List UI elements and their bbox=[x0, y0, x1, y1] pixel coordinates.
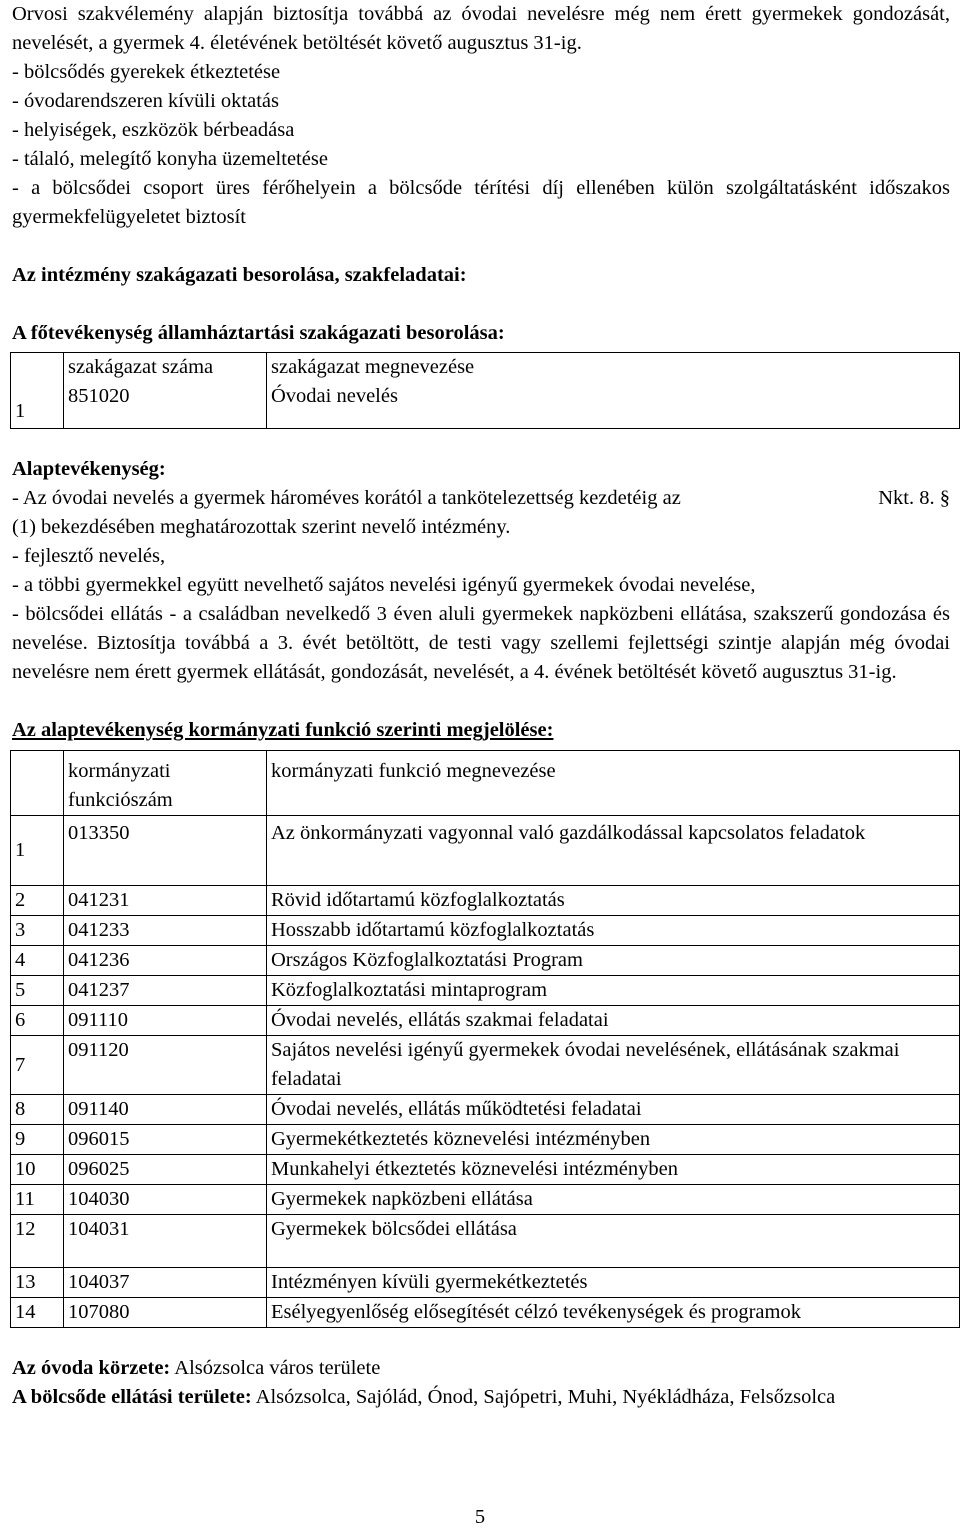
name-cell: Közfoglalkoztatási mintaprogram bbox=[267, 976, 960, 1006]
name-cell: Az önkormányzati vagyonnal való gazdálkodással kapcsolatos feladatok bbox=[267, 816, 960, 886]
table-row bbox=[11, 1215, 960, 1268]
row-number-cell: 5 bbox=[11, 976, 64, 1006]
nursery-area-line bbox=[12, 1383, 950, 1412]
code-cell: 096015 bbox=[64, 1125, 267, 1155]
table-row bbox=[11, 1185, 960, 1215]
name-cell: Rövid időtartamú közfoglalkoztatás bbox=[267, 886, 960, 916]
basic-activity-para bbox=[12, 484, 950, 513]
code-cell: 013350 bbox=[64, 816, 267, 886]
code-cell: 041237 bbox=[64, 976, 267, 1006]
table-header-row bbox=[11, 751, 960, 816]
table-row bbox=[11, 1155, 960, 1185]
page-number: 5 bbox=[474, 1506, 486, 1528]
code-cell: 041231 bbox=[64, 886, 267, 916]
code-cell: 104031 bbox=[64, 1215, 267, 1268]
row-number-cell: 6 bbox=[11, 1006, 64, 1036]
intro-paragraph: Orvosi szakvélemény alapján biztosítja továbbá az óvodai nevelésre még nem érett gyermekek gondozását, nevelését, a gyermek 4. életévének betöltését követő augusztus 31-ig. bbox=[12, 3, 950, 54]
row-number-cell: 14 bbox=[11, 1298, 64, 1328]
header-name: kormányzati funkció megnevezése bbox=[267, 751, 960, 816]
intro-item: - óvodarendszeren kívüli oktatás bbox=[12, 90, 279, 112]
header-code: kormányzati funkciószám bbox=[64, 751, 267, 816]
row-number-cell: 3 bbox=[11, 916, 64, 946]
section-title: Az intézmény szakágazati besorolása, szakfeladatai: bbox=[12, 264, 467, 286]
row-number-cell: 12 bbox=[11, 1215, 64, 1268]
district-line bbox=[12, 1354, 950, 1383]
table-row bbox=[11, 1006, 960, 1036]
row-number-cell: 13 bbox=[11, 1268, 64, 1298]
basic-activity-para: - a többi gyermekkel együtt nevelhető sajátos nevelési igényű gyermekek óvodai nevelése, bbox=[12, 574, 756, 596]
basic-activity-reference: Nkt. 8. § bbox=[878, 487, 950, 509]
table-row bbox=[11, 1095, 960, 1125]
code-cell: 096025 bbox=[64, 1155, 267, 1185]
name-cell: Intézményen kívüli gyermekétkeztetés bbox=[267, 1268, 960, 1298]
name-cell: Gyermekek napközbeni ellátása bbox=[267, 1185, 960, 1215]
intro-item: - tálaló, melegítő konyha üzemeltetése bbox=[12, 148, 328, 170]
name-cell: Esélyegyenlőség elősegítését célzó tevékenységek és programok bbox=[267, 1298, 960, 1328]
basic-activity-para: (1) bekezdésében meghatározottak szerint nevelő intézmény. bbox=[12, 516, 511, 538]
code-cell: 107080 bbox=[64, 1298, 267, 1328]
header-num bbox=[11, 751, 64, 816]
basic-activity-para: - fejlesztő nevelés, bbox=[12, 545, 166, 567]
nursery-area-value: Alsózsolca, Sajólád, Ónod, Sajópetri, Muhi, Nyékládháza, Felsőzsolca bbox=[251, 1386, 836, 1408]
main-activity-table bbox=[10, 352, 960, 429]
code-cell: 104037 bbox=[64, 1268, 267, 1298]
row-number-cell: 10 bbox=[11, 1155, 64, 1185]
row-number-cell: 8 bbox=[11, 1095, 64, 1125]
code-cell: 851020 bbox=[64, 382, 267, 429]
row-number: 1 bbox=[15, 400, 26, 422]
table-header-row bbox=[11, 353, 960, 383]
row-number-cell bbox=[11, 353, 64, 429]
code-cell: 091110 bbox=[64, 1006, 267, 1036]
table-row bbox=[11, 1036, 960, 1095]
name-cell: Országos Közfoglalkoztatási Program bbox=[267, 946, 960, 976]
table-row bbox=[11, 976, 960, 1006]
row-number-cell: 7 bbox=[11, 1036, 64, 1095]
code-cell: 041236 bbox=[64, 946, 267, 976]
name-cell: Hosszabb időtartamú közfoglalkoztatás bbox=[267, 916, 960, 946]
row-number-cell: 11 bbox=[11, 1185, 64, 1215]
code-cell: 091140 bbox=[64, 1095, 267, 1125]
table-row bbox=[11, 1125, 960, 1155]
table-row bbox=[11, 886, 960, 916]
basic-activity-text: - Az óvodai nevelés a gyermek hároméves korától a tankötelezettség kezdetéig az bbox=[12, 487, 681, 509]
district-label: Az óvoda körzete: bbox=[12, 1357, 171, 1379]
functions-title: Az alaptevékenység kormányzati funkció szerinti megjelölése: bbox=[12, 719, 554, 741]
basic-activity-title: Alaptevékenység: bbox=[12, 458, 166, 480]
document-page bbox=[12, 0, 950, 1412]
name-cell: Óvodai nevelés, ellátás szakmai feladatai bbox=[267, 1006, 960, 1036]
main-activity-title: A főtevékenység államháztartási szakágazati besorolása: bbox=[12, 322, 505, 344]
table-row bbox=[11, 1298, 960, 1328]
row-number-cell: 4 bbox=[11, 946, 64, 976]
code-cell: 104030 bbox=[64, 1185, 267, 1215]
row-number-cell: 1 bbox=[11, 816, 64, 886]
intro-last-item: - a bölcsődei csoport üres férőhelyein a bölcsőde térítési díj ellenében külön szolgáltatásként időszakos gyermekfelügyeletet biztosít bbox=[12, 177, 950, 228]
district-value: Alsózsolca város területe bbox=[170, 1357, 381, 1379]
nursery-area-label: A bölcsőde ellátási területe: bbox=[12, 1386, 252, 1408]
table-row bbox=[11, 1268, 960, 1298]
table-row bbox=[11, 382, 960, 429]
basic-activity-para: - bölcsődei ellátás - a családban nevelkedő 3 éven aluli gyermekek napközbeni ellátása, szakszerű gondozása és nevelése. Biztosítja továbbá a 3. évét betöltött, de testi vagy szellemi fejlettségi szintje alapján még óvodai nevelésre nem érett gyermek ellátását, gondozását, nevelését, a 4. évének betöltését követő augusztus 31-ig. bbox=[12, 603, 950, 683]
table-row bbox=[11, 946, 960, 976]
header-code: szakágazat száma bbox=[64, 353, 267, 383]
intro-item: - helyiségek, eszközök bérbeadása bbox=[12, 119, 295, 141]
table-row bbox=[11, 816, 960, 886]
intro-item: - bölcsődés gyerekek étkeztetése bbox=[12, 61, 281, 83]
name-cell: Sajátos nevelési igényű gyermekek óvodai nevelésének, ellátásának szakmai feladatai bbox=[267, 1036, 960, 1095]
name-cell: Gyermekek bölcsődei ellátása bbox=[267, 1215, 960, 1268]
name-cell: Óvodai nevelés bbox=[267, 382, 960, 429]
table-row bbox=[11, 916, 960, 946]
row-number-cell: 9 bbox=[11, 1125, 64, 1155]
functions-table bbox=[10, 750, 960, 1328]
name-cell: Munkahelyi étkeztetés köznevelési intézményben bbox=[267, 1155, 960, 1185]
name-cell: Óvodai nevelés, ellátás működtetési feladatai bbox=[267, 1095, 960, 1125]
name-cell: Gyermekétkeztetés köznevelési intézményben bbox=[267, 1125, 960, 1155]
code-cell: 041233 bbox=[64, 916, 267, 946]
row-number-cell: 2 bbox=[11, 886, 64, 916]
header-name: szakágazat megnevezése bbox=[267, 353, 960, 383]
code-cell: 091120 bbox=[64, 1036, 267, 1095]
